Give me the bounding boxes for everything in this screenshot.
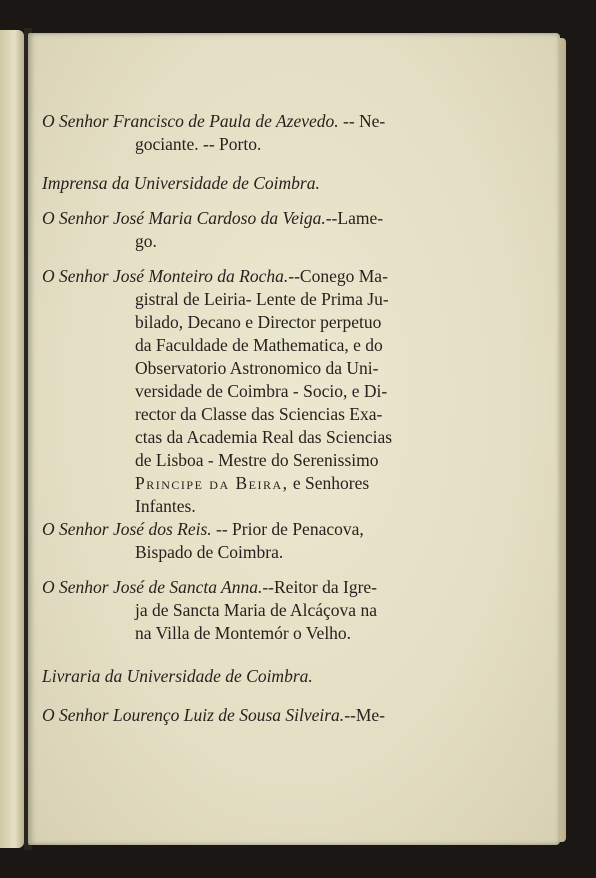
entry-title: O Senhor xyxy=(42,577,109,597)
entry-description: gociante. -- Porto. xyxy=(135,134,262,154)
entry-description: de Lisboa - Mestre do Serenissimo xyxy=(135,450,379,470)
entry-line xyxy=(42,110,542,133)
list-entry xyxy=(42,518,542,564)
entry-description: -- Ne- xyxy=(338,111,386,131)
entry-line xyxy=(42,622,542,645)
entry-line xyxy=(42,665,542,688)
entry-description: --Lame- xyxy=(325,208,384,228)
entry-description: bilado, Decano e Director perpetuo xyxy=(135,312,382,332)
entry-title: O Senhor xyxy=(42,266,109,286)
entry-line xyxy=(42,426,542,449)
entry-description: --Reitor da Igre- xyxy=(262,577,378,597)
entry-line xyxy=(42,334,542,357)
list-entry xyxy=(42,576,542,645)
list-entry xyxy=(42,207,542,253)
entry-title: O Senhor xyxy=(42,111,109,131)
entry-description: --Conego Ma- xyxy=(288,266,388,286)
entry-line xyxy=(42,541,542,564)
entry-line xyxy=(42,230,542,253)
subscriber-list xyxy=(42,110,542,727)
entry-title: Livraria da Universidade de Coimbra. xyxy=(42,666,313,686)
entry-description: ctas da Academia Real das Sciencias xyxy=(135,427,393,447)
entry-description: rector da Classe das Sciencias Exa- xyxy=(135,404,383,424)
entry-description: gistral de Leiria- Lente de Prima Ju- xyxy=(135,289,389,309)
entry-description: ja de Sancta Maria de Alcáçova na xyxy=(135,600,377,620)
list-entry xyxy=(42,704,542,727)
entry-title: Imprensa da Universidade de Coimbra. xyxy=(42,173,320,193)
entry-description: e Senhores xyxy=(288,473,370,493)
entry-line xyxy=(42,704,542,727)
entry-description: --Me- xyxy=(344,705,385,725)
list-entry xyxy=(42,110,542,156)
entry-line xyxy=(42,495,542,518)
entry-line xyxy=(42,207,542,230)
entry-name: Lourenço Luiz de Sousa Silveira. xyxy=(112,705,345,725)
list-entry xyxy=(42,265,542,518)
entry-line xyxy=(42,576,542,599)
entry-description: da Faculdade de Mathematica, e do xyxy=(135,335,383,355)
entry-line xyxy=(42,133,542,156)
entry-name: Francisco de Paula de Azevedo. xyxy=(112,111,339,131)
left-page-edge xyxy=(0,30,24,848)
entry-name: José dos Reis. xyxy=(112,519,212,539)
entry-line xyxy=(42,288,542,311)
entry-line xyxy=(42,265,542,288)
entry-line xyxy=(42,357,542,380)
entry-small-caps-title: Principe da Beira, xyxy=(135,473,289,493)
entry-line xyxy=(42,172,542,195)
entry-line xyxy=(42,472,542,495)
entry-description: versidade de Coimbra - Socio, e Di- xyxy=(135,381,388,401)
entry-name: José de Sancta Anna. xyxy=(112,577,263,597)
list-entry xyxy=(42,665,542,688)
entry-line xyxy=(42,403,542,426)
entry-name: José Maria Cardoso da Veiga. xyxy=(112,208,326,228)
entry-line xyxy=(42,311,542,334)
entry-line xyxy=(42,449,542,472)
entry-description: go. xyxy=(135,231,157,251)
entry-line xyxy=(42,380,542,403)
entry-description: Observatorio Astronomico da Uni- xyxy=(135,358,379,378)
entry-line xyxy=(42,599,542,622)
entry-line xyxy=(42,518,542,541)
entry-description: na Villa de Montemór o Velho. xyxy=(135,623,352,643)
entry-description: Infantes. xyxy=(135,496,196,516)
entry-title: O Senhor xyxy=(42,208,109,228)
entry-title: O Senhor xyxy=(42,519,109,539)
entry-description: -- Prior de Penacova, xyxy=(211,519,364,539)
entry-description: Bispado de Coimbra. xyxy=(135,542,284,562)
entry-title: O Senhor xyxy=(42,705,109,725)
list-entry xyxy=(42,172,542,195)
entry-name: José Monteiro da Rocha. xyxy=(112,266,289,286)
